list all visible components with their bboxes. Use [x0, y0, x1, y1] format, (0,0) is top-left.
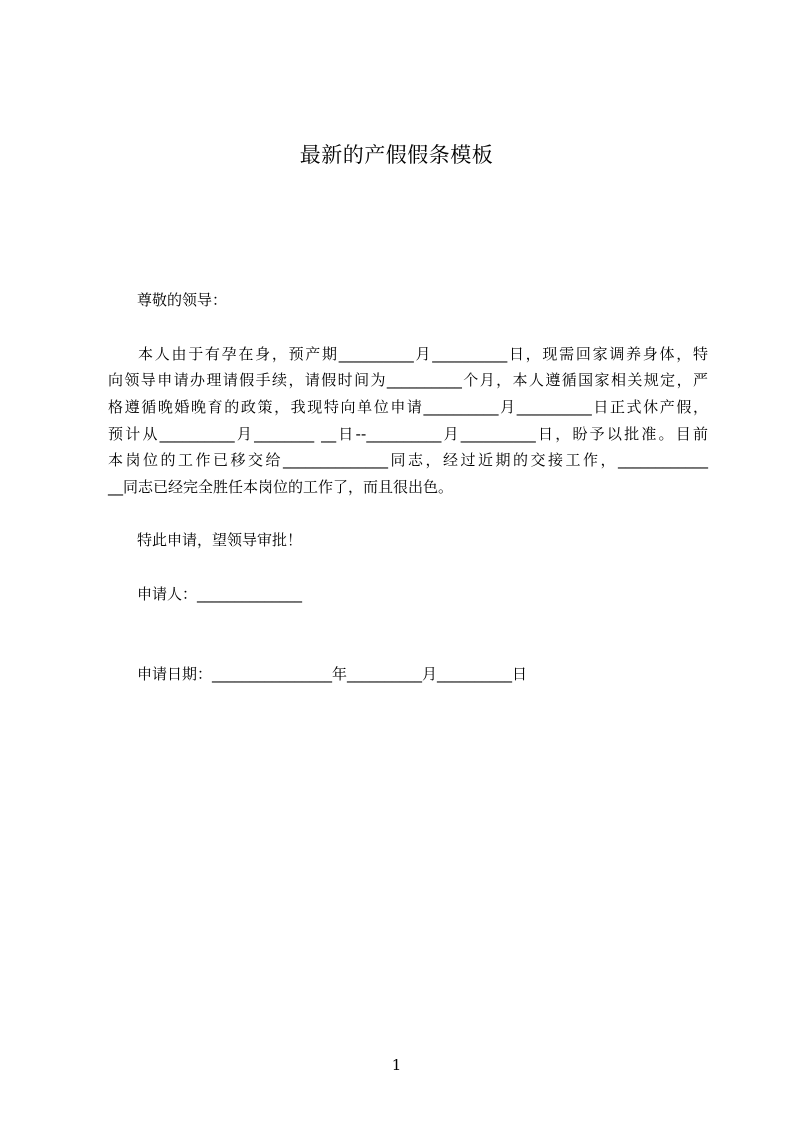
body-line: 格遵循晚婚晚育的政策，我现特向单位申请__________月__________日正式休产假， — [108, 398, 708, 416]
document-title: 最新的产假假条模板 — [299, 143, 494, 167]
salutation: 尊敬的领导： — [137, 291, 228, 309]
body-line: 本岗位的工作已移交给______________同志，经过近期的交接工作，____________ — [108, 451, 708, 469]
closing-line: 特此申请，望领导审批！ — [137, 531, 303, 549]
body-line: 本人由于有孕在身，预产期__________月__________日，现需回家调养身体，特 — [138, 345, 708, 363]
body-line: 向领导申请办理请假手续，请假时间为__________个月，本人遵循国家相关规定，严 — [108, 371, 708, 389]
applicant-line: 申请人：______________ — [137, 585, 303, 603]
body-line: 预计从__________月________ __日--__________月__________日，盼予以批准。目前 — [108, 425, 708, 443]
body-line: __同志已经完全胜任本岗位的工作了，而且很出色。 — [108, 478, 454, 496]
page-number: 1 — [391, 1056, 402, 1074]
apply-date-line: 申请日期：________________年__________月__________日 — [137, 665, 528, 683]
